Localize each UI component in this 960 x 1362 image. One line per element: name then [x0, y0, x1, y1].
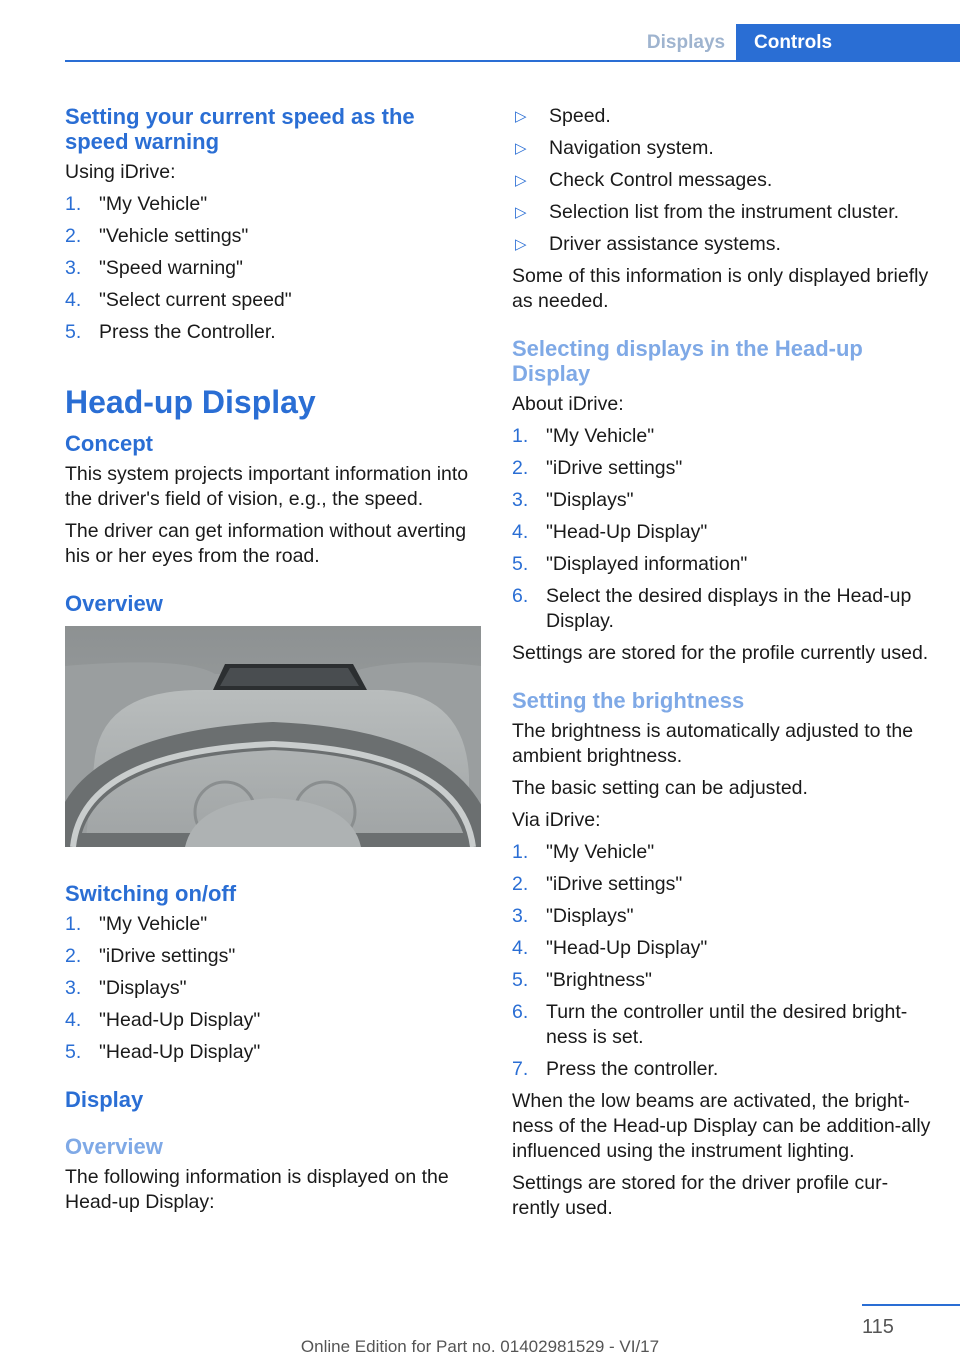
- step-text: "Head-Up Display": [99, 1041, 261, 1063]
- list-item: [512, 488, 932, 513]
- step-text: "My Vehicle": [99, 193, 208, 215]
- list-item: [512, 168, 932, 193]
- step-text: "My Vehicle": [99, 913, 208, 935]
- step-text: "Head-Up Display": [546, 937, 708, 959]
- page-number: 115: [862, 1316, 894, 1338]
- list-item: [65, 976, 483, 1001]
- brightness-text-1: The brightness is automatically adjusted to the ambient brightness.: [512, 720, 914, 767]
- step-text: "Head-Up Display": [99, 1009, 261, 1031]
- step-text: "Displays": [546, 489, 634, 511]
- info-text: Speed.: [549, 105, 611, 127]
- list-item: [65, 944, 483, 969]
- step-text: "Displayed information": [546, 553, 748, 575]
- switching-heading: Switching on/off: [65, 881, 237, 906]
- list-item: [65, 1008, 483, 1033]
- selecting-intro: About iDrive:: [512, 393, 624, 415]
- overview-heading: Overview: [65, 591, 163, 616]
- list-item: [65, 1040, 483, 1065]
- step-text: "Displays": [546, 905, 634, 927]
- concept-text-2: The driver can get information without averting his or her eyes from the road.: [65, 520, 467, 567]
- list-item: [512, 968, 932, 993]
- step-text: "iDrive settings": [99, 945, 236, 967]
- list-item: [65, 224, 483, 249]
- step-text: Press the Controller.: [99, 321, 276, 343]
- triangle-bullet-icon: ▷: [515, 140, 527, 157]
- selecting-steps: [512, 424, 932, 634]
- concept-text-1: This system projects important information into the driver's field of vision, e.g., the speed.: [65, 463, 469, 510]
- hud-heading: Head-up Display: [65, 384, 316, 420]
- brightness-intro: Via iDrive:: [512, 809, 601, 831]
- info-text: Selection list from the instrument cluster.: [549, 201, 900, 223]
- brightness-text-4: Settings are stored for the driver profile cur‐rently used.: [512, 1172, 889, 1219]
- step-text: "iDrive settings": [546, 457, 683, 479]
- step-text: "Brightness": [546, 969, 652, 991]
- list-item: [512, 456, 932, 481]
- info-text: Driver assistance systems.: [549, 233, 781, 255]
- step-number: 2.: [65, 945, 82, 967]
- left-column: [65, 104, 483, 1222]
- right-column: [512, 104, 932, 1228]
- list-item: [512, 552, 932, 577]
- step-text: Press the controller.: [546, 1058, 719, 1080]
- step-number: 5.: [65, 321, 82, 343]
- footer-rule: [862, 1304, 960, 1306]
- list-item: [65, 192, 483, 217]
- list-item: [512, 520, 932, 545]
- triangle-bullet-icon: ▷: [515, 204, 527, 221]
- speed-warning-intro: Using iDrive:: [65, 161, 176, 183]
- step-number: 3.: [65, 257, 82, 279]
- brightness-steps: [512, 840, 932, 1082]
- step-number: 4.: [65, 289, 82, 311]
- step-number: 2.: [512, 873, 529, 895]
- step-number: 3.: [512, 489, 529, 511]
- info-text: Navigation system.: [549, 137, 714, 159]
- info-text: Check Control messages.: [549, 169, 773, 191]
- list-item: [512, 1000, 932, 1050]
- step-number: 3.: [65, 977, 82, 999]
- selecting-note: Settings are stored for the profile currently used.: [512, 642, 929, 664]
- header-rule: [65, 60, 960, 62]
- step-text: "Speed warning": [99, 257, 243, 279]
- info-list: [512, 104, 932, 257]
- brightness-text-2: The basic setting can be adjusted.: [512, 777, 808, 799]
- step-text: "My Vehicle": [546, 841, 655, 863]
- info-note: Some of this information is only displayed briefly as needed.: [512, 265, 929, 312]
- step-text: "Head-Up Display": [546, 521, 708, 543]
- step-number: 3.: [512, 905, 529, 927]
- step-number: 1.: [512, 425, 529, 447]
- list-item: [512, 104, 932, 129]
- step-number: 1.: [512, 841, 529, 863]
- list-item: [65, 256, 483, 281]
- list-item: [65, 288, 483, 313]
- step-number: 4.: [65, 1009, 82, 1031]
- list-item: [512, 872, 932, 897]
- list-item: [512, 200, 932, 225]
- speed-warning-heading: Setting your current speed as the speed warning: [65, 104, 415, 154]
- switching-steps: [65, 912, 483, 1065]
- step-text: Select the desired displays in the Head-up Display.: [546, 585, 912, 632]
- list-item: [512, 1057, 932, 1082]
- list-item: [512, 840, 932, 865]
- concept-heading: Concept: [65, 431, 153, 456]
- list-item: [512, 584, 932, 634]
- step-number: 7.: [512, 1058, 529, 1080]
- step-text: "Displays": [99, 977, 187, 999]
- brightness-text-3: When the low beams are activated, the bright‐ness of the Head-up Display can be addition‐ally influenced using the instrument lighting.: [512, 1090, 931, 1162]
- step-number: 6.: [512, 1001, 529, 1023]
- step-text: "Vehicle settings": [99, 225, 249, 247]
- list-item: [512, 424, 932, 449]
- step-number: 4.: [512, 521, 529, 543]
- list-item: [512, 136, 932, 161]
- step-number: 2.: [65, 225, 82, 247]
- hud-dashboard-illustration: [65, 626, 481, 847]
- list-item: [65, 912, 483, 937]
- selecting-heading: Selecting displays in the Head-up Display: [512, 336, 863, 386]
- display-overview-heading: Overview: [65, 1134, 163, 1159]
- display-heading: Display: [65, 1087, 144, 1112]
- speed-warning-steps: [65, 192, 483, 345]
- triangle-bullet-icon: ▷: [515, 108, 527, 125]
- step-number: 5.: [512, 553, 529, 575]
- edition-footer: Online Edition for Part no. 01402981529 - VI/17: [300, 1337, 660, 1356]
- tab-displays[interactable]: Displays: [646, 32, 726, 53]
- section-tabs: [636, 24, 960, 61]
- list-item: [512, 936, 932, 961]
- step-number: 4.: [512, 937, 529, 959]
- step-text: Turn the controller until the desired bright‐ness is set.: [546, 1001, 908, 1048]
- step-text: "iDrive settings": [546, 873, 683, 895]
- step-text: "My Vehicle": [546, 425, 655, 447]
- triangle-bullet-icon: ▷: [515, 172, 527, 189]
- step-number: 5.: [65, 1041, 82, 1063]
- list-item: [512, 232, 932, 257]
- list-item: [512, 904, 932, 929]
- step-number: 1.: [65, 913, 82, 935]
- triangle-bullet-icon: ▷: [515, 236, 527, 253]
- list-item: [65, 320, 483, 345]
- step-number: 2.: [512, 457, 529, 479]
- step-number: 1.: [65, 193, 82, 215]
- display-overview-text: The following information is displayed on the Head-up Display:: [65, 1166, 449, 1213]
- tab-controls[interactable]: Controls: [736, 24, 960, 61]
- step-number: 6.: [512, 585, 529, 607]
- step-number: 5.: [512, 969, 529, 991]
- brightness-heading: Setting the brightness: [512, 688, 745, 713]
- step-text: "Select current speed": [99, 289, 292, 311]
